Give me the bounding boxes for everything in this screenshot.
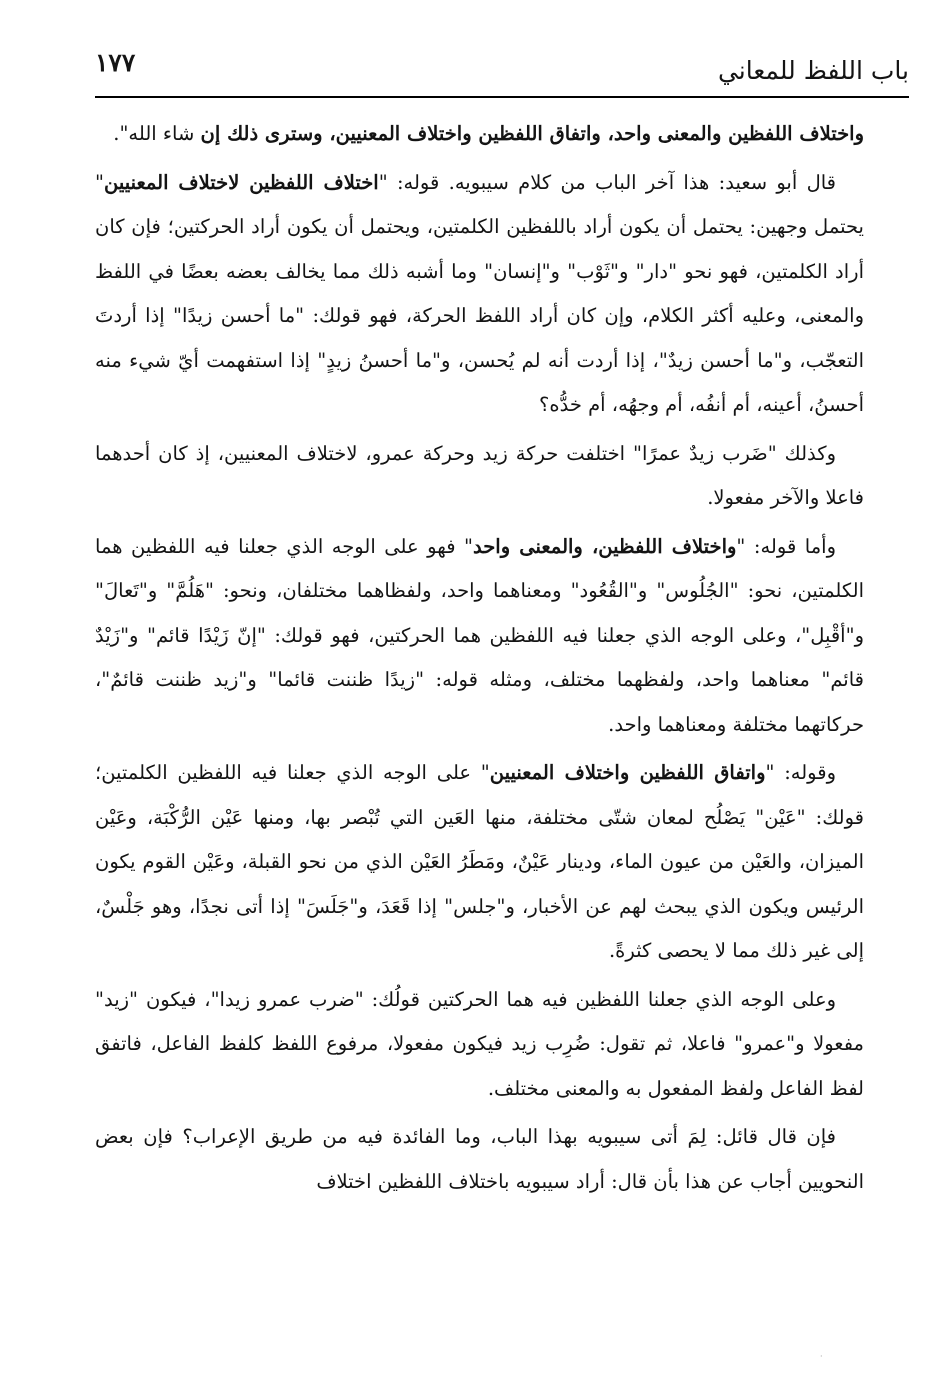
text-run: قال أبو سعيد: هذا آخر الباب من كلام سيبويه. قوله: " bbox=[378, 170, 837, 194]
text-run: وكذلك "ضَرب زيدٌ عمرًا" اختلفت حركة زيد وحركة عمرو، لاختلاف المعنيين، إذ كان أحدهما فاعلا والآخر مفعولا. bbox=[95, 441, 864, 509]
text-run: وأما قوله: " bbox=[736, 534, 837, 558]
bold-run: واتفاق اللفظين واختلاف المعنيين bbox=[489, 761, 766, 784]
paragraph bbox=[95, 112, 864, 157]
page-number: ١٧٧ bbox=[95, 48, 136, 77]
paragraph bbox=[95, 1115, 864, 1204]
bold-run: اختلاف اللفظين لاختلاف المعنيين bbox=[103, 170, 379, 194]
text-run: " يحتمل وجهين: يحتمل أن يكون أراد باللفظين الكلمتين، ويحتمل أن يكون أراد الحركتين؛ فإن كان أراد الكلمتين، فهو نحو "دار" و"ثَوْب" و"إنسان" وما أشبه ذلك مما يخالف بعضه بعضًا في اللفظ والمعنى، وعليه أكثر الكلام، وإن كان أراد اللفظ الحركة، فهو قولك: "ما أحسن زيدًا" إذا أردتَ التعجّب، و"ما أحسن زيدٌ"، إذا أردت أنه لم يُحسن، و"ما أحسنُ زيدٍ" إذا استفهمت أيّ شيء منه أحسنُ، أعينه، أم أنفُه، أم وجهُه، أم خدُّه؟ bbox=[95, 170, 864, 416]
bold-run: واختلاف اللفظين، والمعنى واحد bbox=[473, 534, 737, 558]
paragraph bbox=[95, 432, 864, 521]
text-run: فإن قال قائل: لِمَ أتى سيبويه بهذا الباب، وما الفائدة فيه من طريق الإعراب؟ فإن بعض النحويين أجاب عن هذا بأن قال: أراد سيبويه باختلاف اللفظين اختلاف bbox=[95, 1125, 864, 1193]
text-run: شاء الله". bbox=[113, 122, 201, 145]
bold-run: واختلاف اللفظين والمعنى واحد، واتفاق اللفظين واختلاف المعنيين، وسترى ذلك إن bbox=[200, 122, 864, 145]
page-speck: · bbox=[820, 1352, 823, 1361]
paragraph bbox=[95, 525, 864, 748]
text-run: وعلى الوجه الذي جعلنا اللفظين فيه هما الحركتين قولُك: "ضرب عمرو زيدا"، فيكون "زيد" مفعولا و"عمرو" فاعلا، ثم تقول: ضُرِب زيد فيكون مفعولا، مرفوع اللفظ كلفظ الفاعل، فاتفق لفظ الفاعل ولفظ المفعول به والمعنى مختلف. bbox=[95, 987, 864, 1100]
running-title: باب اللفظ للمعاني bbox=[717, 56, 909, 85]
paragraph bbox=[95, 751, 864, 974]
body-text bbox=[95, 112, 864, 1204]
text-run: " فهو على الوجه الذي جعلنا فيه اللفظين هما الكلمتين، نحو: "الجُلُوس" و"القُعُود" ومعناهما واحد، ولفظاهما مختلفان، ونحو: "هَلُمَّ" و"تَعالَ" و"أقْبِل"، وعلى الوجه الذي جعلنا فيه اللفظين هما الحركتين، فهو قولك: "إنّ زَيْدًا قائم" و"زَيْدٌ قائم" معناهما واحد، ولفظهما مختلف، ومثله قوله: "زيدًا ظننت قائما" و"زيد ظننت قائمٌ"، حركاتهما مختلفة ومعناهما واحد. bbox=[95, 534, 864, 736]
text-run: " على الوجه الذي جعلنا فيه اللفظين الكلمتين؛ قولك: "عَيْن" يَصْلُح لمعان شتّى مختلفة، منها العَين التي تُبْصر بها، ومنها عَيْن الرُّكْبَة، وعَيْن الميزان، والعَيْن من عيون الماء، ودينار عَيْنٌ، ومَطَرُ العَيْن الذي من نحو القبلة، وعَيْن القوم يكون الرئيس ويكون الذي يبحث لهم عن الأخبار، و"جلس" إذا قَعَدَ، و"جَلَسَ" إذا أتى نجدًا، وهو جَلْسٌ، إلى غير ذلك مما لا يحصى كثرةً. bbox=[95, 761, 864, 962]
text-run: وقوله: " bbox=[765, 761, 836, 784]
page-header bbox=[95, 42, 909, 92]
paragraph bbox=[95, 161, 864, 428]
header-rule bbox=[95, 96, 909, 98]
paragraph bbox=[95, 978, 864, 1112]
